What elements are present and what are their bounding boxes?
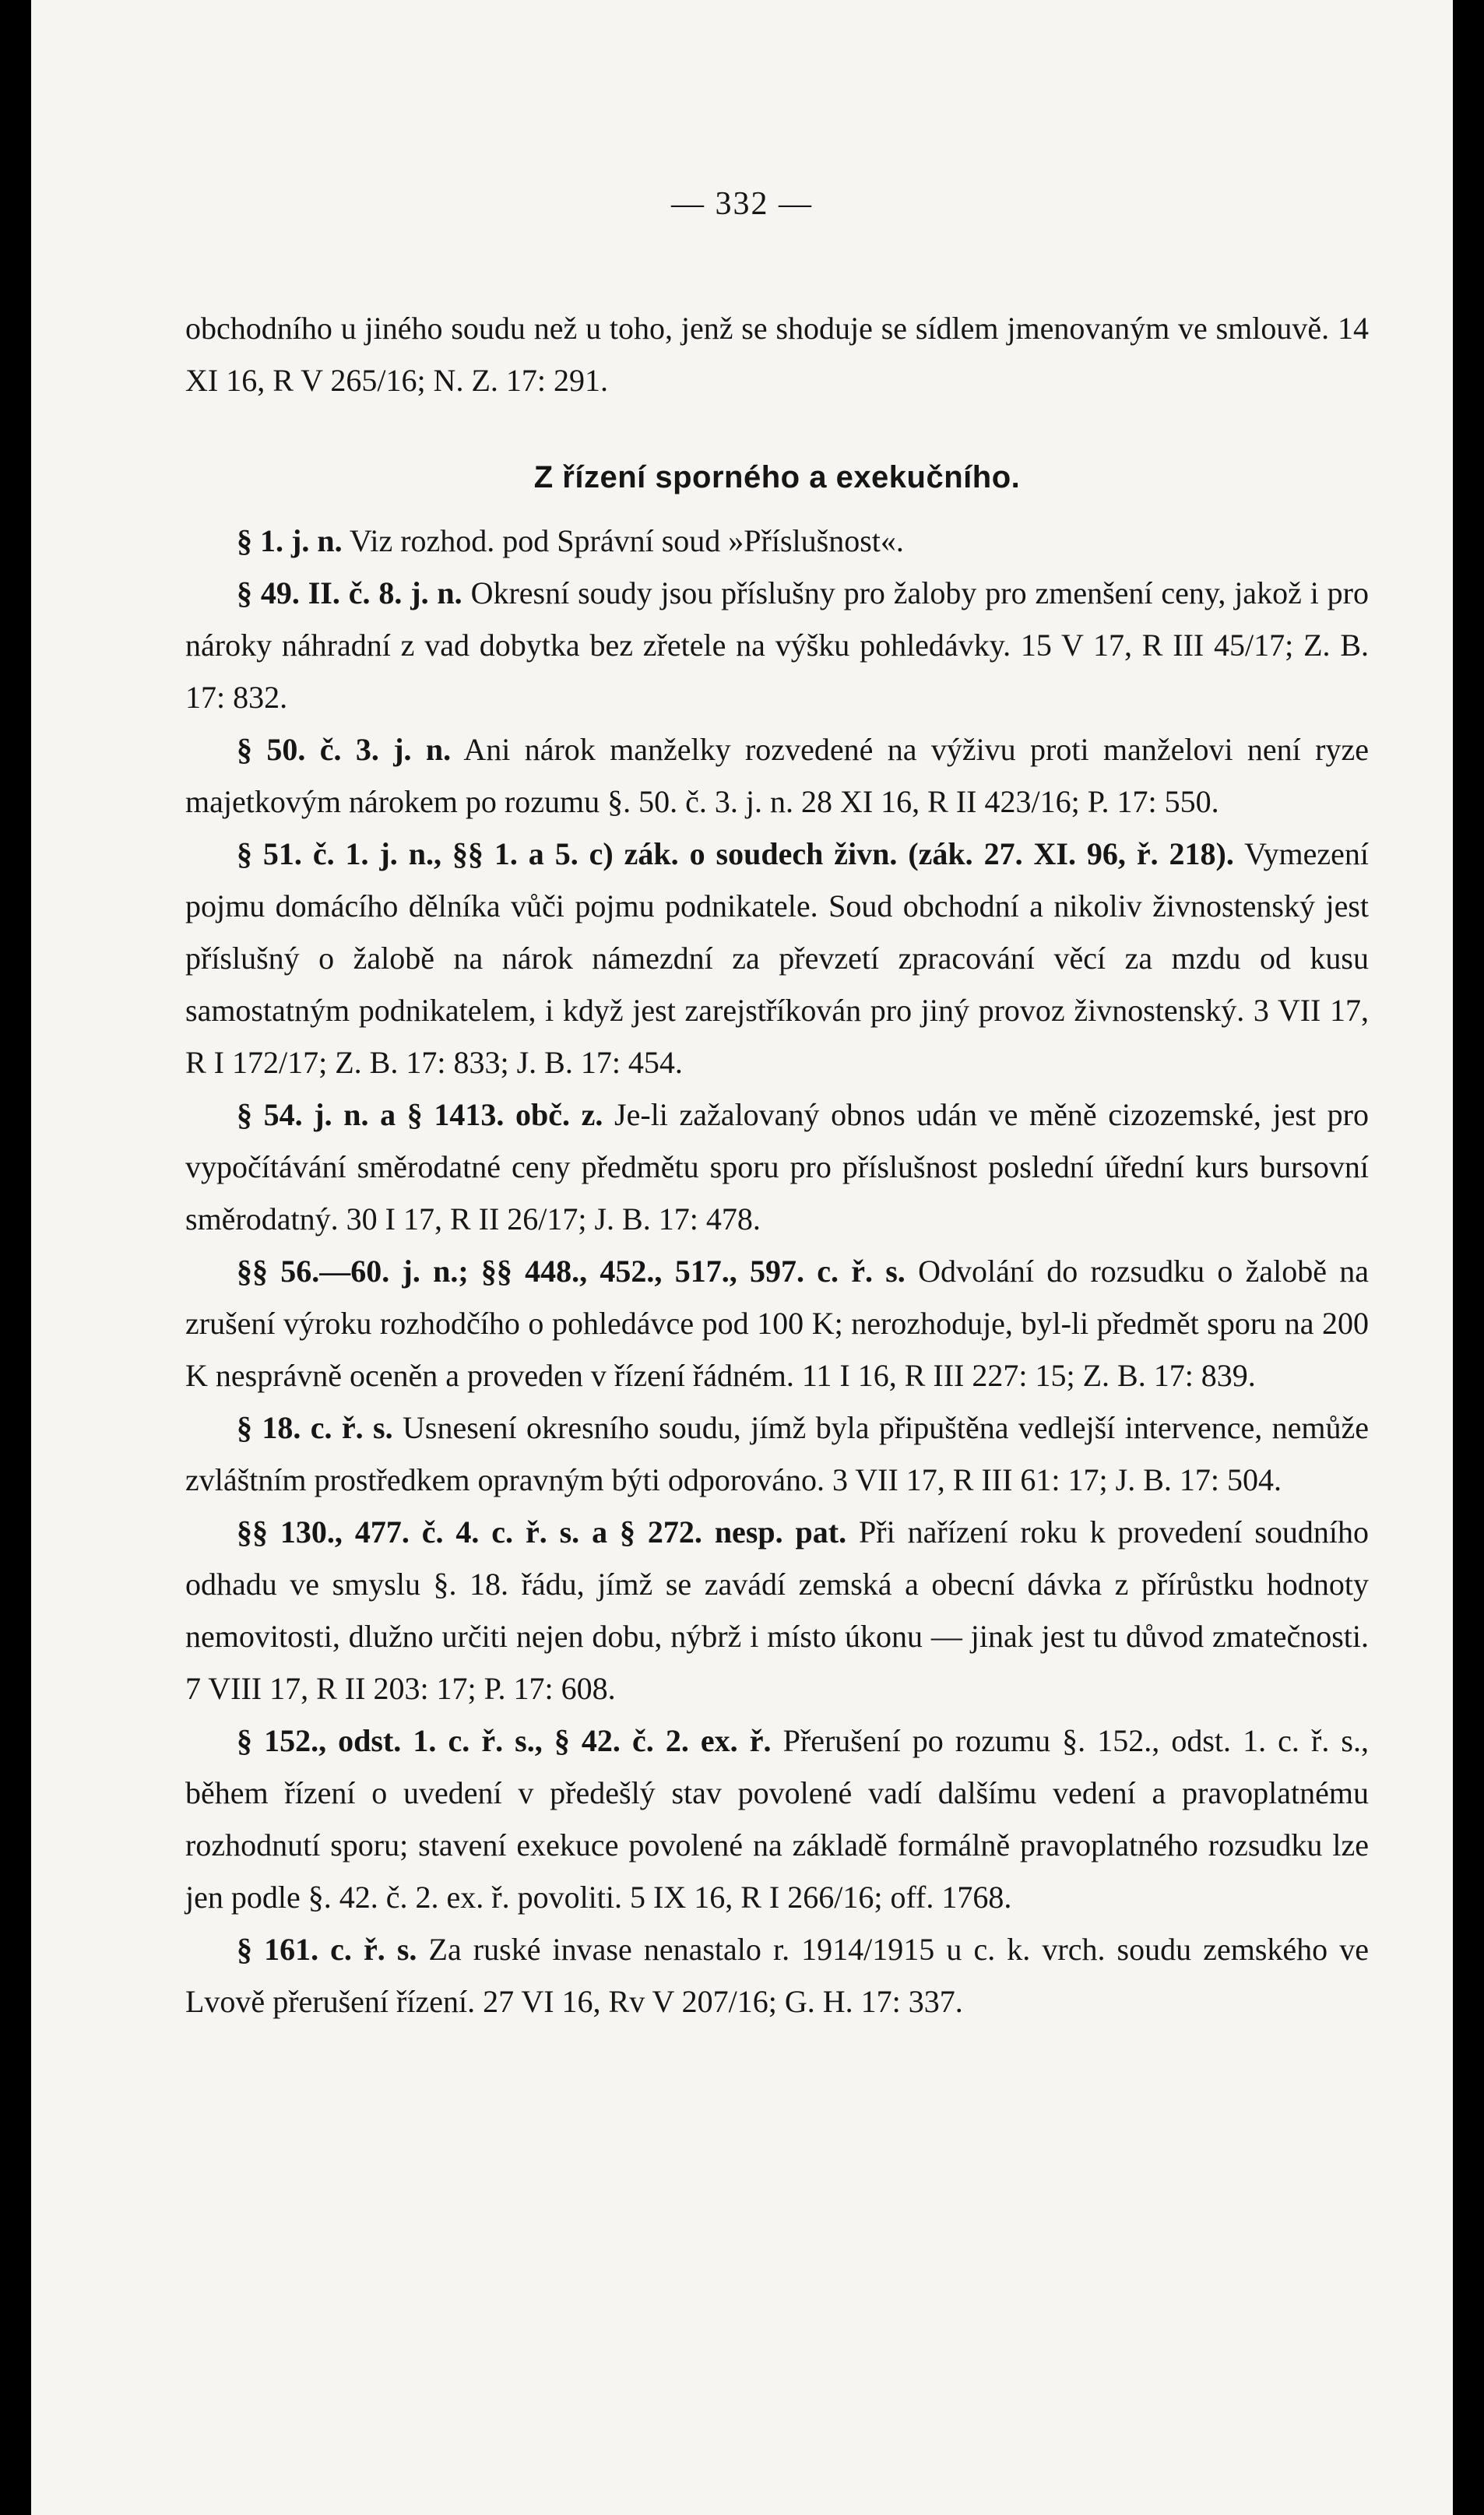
- entry-lead: § 1. j. n.: [237, 523, 343, 558]
- entry-paragraph: [185, 515, 1369, 567]
- entry-lead: §§ 56.—60. j. n.; §§ 448., 452., 517., 597. c. ř. s.: [237, 1254, 906, 1289]
- entry-paragraph: [185, 723, 1369, 828]
- page-text: [185, 302, 1369, 2028]
- entry-paragraph: [185, 1506, 1369, 1715]
- entry-paragraph: [185, 567, 1369, 723]
- entry-paragraph: [185, 828, 1369, 1089]
- entry-body: Usnesení okresního soudu, jímž byla připuštěna vedlejší intervence, nemůže zvláštním prostředkem opravným býti odporováno. 3 VII 17, R III 61: 17; J. B. 17: 504.: [185, 1410, 1369, 1497]
- entry-lead: §§ 130., 477. č. 4. c. ř. s. a § 272. nesp. pat.: [237, 1514, 847, 1549]
- page-number: — 332 —: [671, 186, 813, 222]
- entry-lead: § 50. č. 3. j. n.: [237, 732, 452, 767]
- entry-body: Vymezení pojmu domácího dělníka vůči pojmu podnikatele. Soud obchodní a nikoliv živnostenský jest příslušný o žalobě na nárok námezdní za převzetí zpracování věcí za mzdu od kusu samostatným podnikatelem, i když jest zarejstříkován pro jiný provoz živnostenský. 3 VII 17, R I 172/17; Z. B. 17: 833; J. B. 17: 454.: [185, 836, 1370, 1080]
- entry-lead: § 51. č. 1. j. n., §§ 1. a 5. c) zák. o soudech živn. (zák. 27. XI. 96, ř. 218).: [237, 836, 1234, 871]
- entry-body: Přerušení po rozumu §. 152., odst. 1. c. ř. s., během řízení o uvedení v předešlý stav povolené vadí dalšímu vedení a pravoplatnému rozhodnutí sporu; stavení exekuce povolené na základě formálně pravoplatného rozsudku lze jen podle §. 42. č. 2. ex. ř. povoliti. 5 IX 16, R I 266/16; off. 1768.: [185, 1723, 1369, 1915]
- entry-paragraph: [185, 1245, 1369, 1402]
- entry-body: Za ruské invase nenastalo r. 1914/1915 u c. k. vrch. soudu zemského ve Lvově přerušení řízení. 27 VI 16, Rv V 207/16; G. H. 17: 337.: [185, 1932, 1369, 2019]
- entry-lead: § 54. j. n. a § 1413. obč. z.: [237, 1097, 603, 1132]
- entry-body: Odvolání do rozsudku o žalobě na zrušení výroku rozhodčího o pohledávce pod 100 K; nerozhoduje, byl-li předmět sporu na 200 K nesprávně oceněn a proveden v řízení řádném. 11 I 16, R III 227: 15; Z. B. 17: 839.: [185, 1254, 1370, 1393]
- entry-body: Při nařízení roku k provedení soudního odhadu ve smyslu §. 18. řádu, jímž se zavádí zemská a obecní dávka z přírůstku hodnoty nemovitosti, dlužno určiti nejen dobu, nýbrž i místo úkonu — jinak jest tu důvod zmatečnosti. 7 VIII 17, R II 203: 17; P. 17: 608.: [185, 1514, 1370, 1706]
- entry-body: Je-li zažalovaný obnos udán ve měně cizozemské, jest pro vypočítávání směrodatné ceny předmětu sporu pro příslušnost poslední úřední kurs bursovní směrodatný. 30 I 17, R II 26/17; J. B. 17: 478.: [185, 1097, 1370, 1236]
- entry-body: Viz rozhod. pod Správní soud »Příslušnost«.: [349, 523, 904, 558]
- entry-lead: § 152., odst. 1. c. ř. s., § 42. č. 2. ex. ř.: [237, 1723, 772, 1758]
- entry-paragraph: [185, 1089, 1369, 1245]
- entry-lead: § 18. c. ř. s.: [237, 1410, 393, 1445]
- entry-body: Ani nárok manželky rozvedené na výživu proti manželovi není ryze majetkovým nárokem po rozumu §. 50. č. 3. j. n. 28 XI 16, R II 423/16; P. 17: 550.: [185, 732, 1369, 819]
- entry-body: Okresní soudy jsou příslušny pro žaloby pro zmenšení ceny, jakož i pro nároky náhradní z vad dobytka bez zřetele na výšku pohledávky. 15 V 17, R III 45/17; Z. B. 17: 832.: [185, 575, 1369, 715]
- entry-lead: § 161. c. ř. s.: [237, 1932, 417, 1967]
- intro-paragraph: obchodního u jiného soudu než u toho, jenž se shoduje se sídlem jmenovaným ve smlouvě. 14 XI 16, R V 265/16; N. Z. 17: 291.: [185, 311, 1369, 398]
- entry-paragraph: [185, 1715, 1369, 1923]
- book-page: [31, 0, 1453, 2515]
- entry-paragraph: [185, 1402, 1369, 1506]
- entry-lead: § 49. II. č. 8. j. n.: [237, 575, 462, 610]
- entry-paragraph: [185, 1923, 1369, 2028]
- section-heading: Z řízení sporného a exekučního.: [533, 460, 1021, 494]
